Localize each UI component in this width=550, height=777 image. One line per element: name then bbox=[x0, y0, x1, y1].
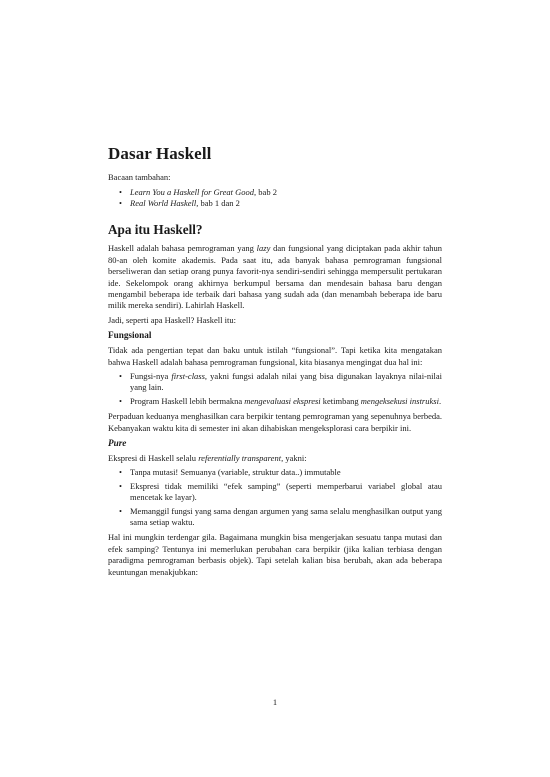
list-item bbox=[130, 396, 442, 407]
text-run: , yakni: bbox=[281, 453, 307, 464]
fungsional-list bbox=[108, 371, 442, 407]
page-title: Dasar Haskell bbox=[108, 144, 212, 163]
fungsional-paragraph: Tidak ada pengertian tepat dan baku untuk istilah “fungsional”. Tapi ketika kita mengatakan bahwa Haskell adalah bahasa pemrograman fungsional, kita biasanya mengingat dua hal ini: bbox=[108, 345, 442, 367]
list-item: • Memanggil fungsi yang sama dengan argumen yang sama selalu menghasilkan output yang sama setiap waktu. bbox=[130, 506, 442, 529]
subheading-pure: Pure bbox=[108, 438, 127, 449]
list-item: • Ekspresi tidak memiliki “efek samping” (seperti memperbarui variabel global atau mencetak ke layar). bbox=[130, 481, 442, 504]
text-run: dan fungsional yang diciptakan pada akhir tahun 80-an oleh komite akademis. Pada saat itu, ada banyak bahasa pemrograman fungsional berseliweran dan setiap orang punya favorit-nya sendiri-sendiri sehingga mempersulit pertukaran ide. Sekelompok orang akhirnya berkumpul bersama dan mendesain bahasa baru dengan mengambil beberapa ide terbaik dari bahasa yang sudah ada (dan menambah beberapa ide baru milik mereka sendiri). Lahirlah Haskell. bbox=[108, 243, 442, 311]
text-run: Program Haskell lebih bermakna bbox=[130, 395, 245, 406]
text-run: Fungsi-nya bbox=[130, 371, 172, 382]
list-item: • Tanpa mutasi! Semuanya (variable, struktur data..) immutable bbox=[130, 467, 442, 478]
page-content bbox=[108, 144, 442, 581]
book-title: Real World Haskell bbox=[130, 198, 197, 209]
subheading-fungsional: Fungsional bbox=[108, 330, 152, 341]
pure-summary: Hal ini mungkin terdengar gila. Bagaimana mungkin bisa mengerjakan sesuatu tanpa mutasi dan efek samping? Tentunya ini memerlukan perubahan cara berpikir (jika kalian terbiasa dengan paradigma pemrograman berbasis objek). Tapi setelah kalian bisa berubah, akan ada beberapa keuntungan menakjubkan: bbox=[108, 532, 442, 577]
text-run: , yakni fungsi adalah nilai yang bisa digunakan layaknya nilai-nilai yang lain. bbox=[130, 371, 442, 393]
emphasis: first-class bbox=[171, 371, 205, 382]
emphasis-lazy: lazy bbox=[256, 243, 271, 254]
book-detail: , bab 1 dan 2 bbox=[196, 198, 240, 209]
text-run: ketimbang bbox=[320, 395, 361, 406]
page-number: 1 bbox=[272, 697, 278, 707]
emphasis: referentially transparent bbox=[198, 453, 282, 464]
reading-label: Bacaan tambahan: bbox=[108, 172, 171, 183]
reading-item bbox=[130, 187, 442, 198]
reading-item bbox=[130, 198, 442, 209]
question-paragraph: Jadi, seperti apa Haskell? Haskell itu: bbox=[108, 314, 236, 325]
pure-paragraph bbox=[108, 453, 442, 464]
list-item bbox=[130, 371, 442, 394]
intro-paragraph bbox=[108, 243, 442, 311]
reading-list bbox=[108, 187, 442, 210]
section-heading-apa-itu-haskell: Apa itu Haskell? bbox=[108, 221, 203, 237]
text-run: . bbox=[438, 395, 442, 406]
fungsional-summary: Perpaduan keduanya menghasilkan cara berpikir tentang pemrograman yang sepenuhnya berbeda. Kebanyakan waktu kita di semester ini akan dihabiskan mengeksplorasi cara berpikir ini. bbox=[108, 411, 442, 433]
book-title: Learn You a Haskell for Great Good bbox=[130, 186, 255, 197]
text-run: Ekspresi di Haskell selalu bbox=[108, 453, 199, 464]
pure-list bbox=[108, 467, 442, 528]
text-run: Haskell adalah bahasa pemrograman yang bbox=[108, 243, 257, 254]
emphasis: mengeksekusi instruksi bbox=[360, 395, 439, 406]
emphasis: mengevaluasi ekspresi bbox=[244, 395, 321, 406]
book-detail: , bab 2 bbox=[254, 186, 277, 197]
